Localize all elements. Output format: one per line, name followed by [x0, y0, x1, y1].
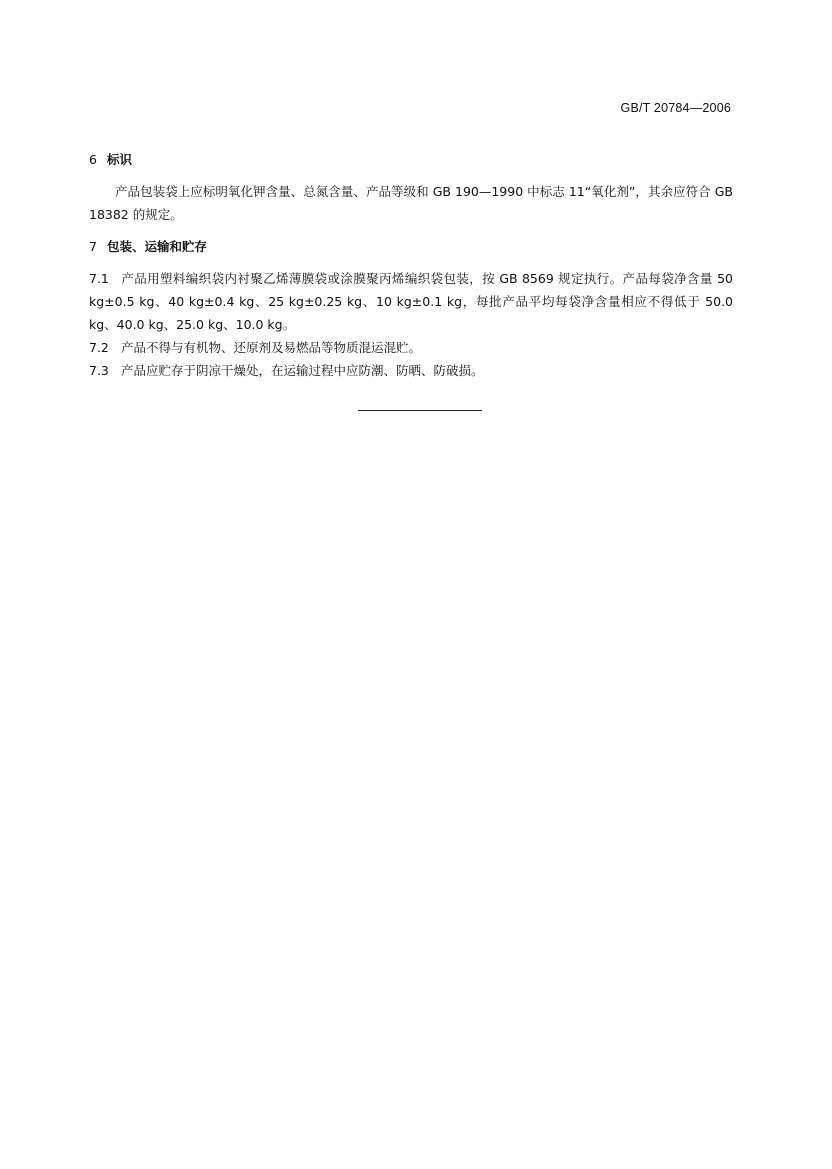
clause-7-1: [89, 267, 733, 336]
clause-7-2-number: 7.2: [89, 340, 109, 355]
section-7-title: 包装、运输和贮存: [107, 239, 208, 254]
section-6-paragraph: 产品包装袋上应标明氧化钾含量、总氮含量、产品等级和 GB 190—1990 中标志 11“氧化剂”，其余应符合 GB 18382 的规定。: [89, 184, 733, 222]
clause-7-3: [89, 359, 733, 382]
clause-7-2: [89, 336, 733, 359]
clause-7-2-text: 产品不得与有机物、还原剂及易燃品等物质混运混贮。: [121, 340, 422, 355]
section-6-heading: [89, 150, 132, 168]
section-7-number: 7: [89, 239, 97, 254]
clause-7-3-number: 7.3: [89, 363, 109, 378]
section-7-heading: [89, 237, 207, 255]
end-of-document-rule: [358, 410, 482, 411]
clause-7-3-text: 产品应贮存于阴凉干燥处，在运输过程中应防潮、防晒、防破损。: [121, 363, 484, 378]
section-6-number: 6: [89, 152, 97, 167]
standard-code: GB/T 20784—2006: [620, 101, 731, 115]
clause-7-1-number: 7.1: [89, 271, 109, 286]
section-6-title: 标识: [107, 152, 133, 167]
clause-7-1-text: 产品用塑料编织袋内衬聚乙烯薄膜袋或涂膜聚丙烯编织袋包装，按 GB 8569 规定执行。产品每袋净含量 50 kg±0.5 kg、40 kg±0.4 kg、25 kg±0.25 kg、10 kg±0.1 kg，每批产品平均每袋净含量相应不得低于 50.0 kg、40.0 kg、25.0 kg、10.0 kg。: [89, 271, 733, 332]
